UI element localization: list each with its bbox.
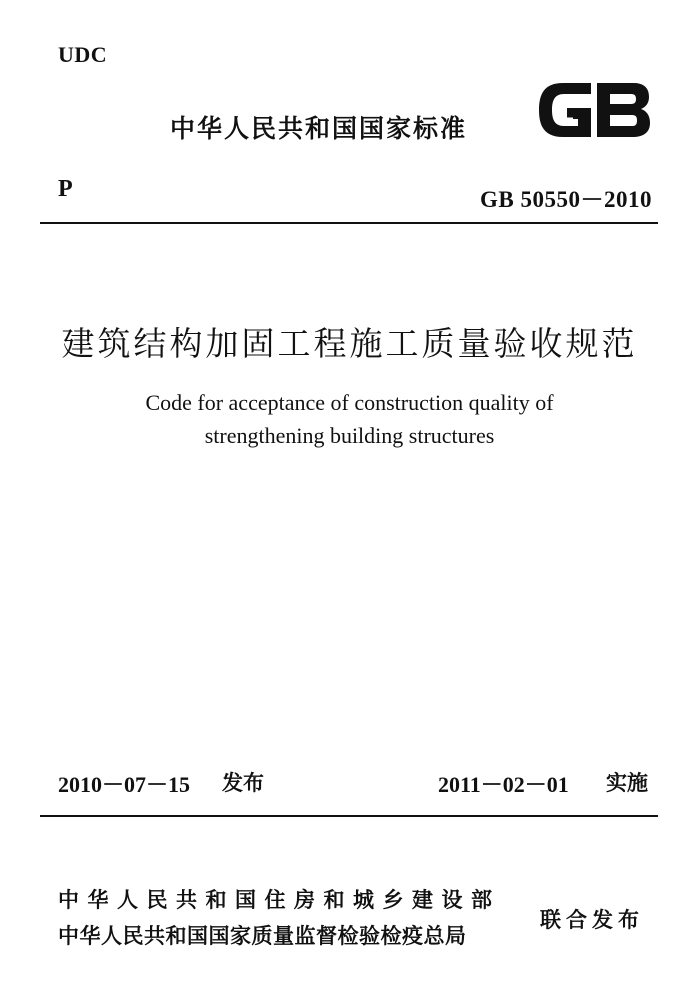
title-english-line2: strengthening building structures	[204, 423, 495, 448]
gb-logo	[533, 75, 655, 145]
implementation-date: 2011－02－01	[438, 772, 569, 797]
standard-number: GB 50550－2010	[480, 187, 652, 212]
bottom-divider	[40, 815, 658, 817]
udc-label: UDC	[58, 42, 108, 67]
publisher-line1: 中华人民共和国住房和城乡建设部	[58, 888, 501, 912]
national-standard-label: 中华人民共和国国家标准	[170, 114, 468, 143]
issue-date: 2010－07－15	[58, 772, 191, 797]
issue-label: 发布	[222, 771, 264, 795]
title-chinese: 建筑结构加固工程施工质量验收规范	[61, 324, 638, 363]
publisher-line2: 中华人民共和国国家质量监督检验检疫总局	[58, 924, 467, 948]
classification-code: P	[58, 176, 73, 202]
top-divider	[40, 222, 658, 224]
joint-issue-label: 联合发布	[540, 908, 644, 932]
implementation-label: 实施	[606, 771, 648, 795]
title-english-line1: Code for acceptance of construction quality of	[145, 390, 554, 415]
